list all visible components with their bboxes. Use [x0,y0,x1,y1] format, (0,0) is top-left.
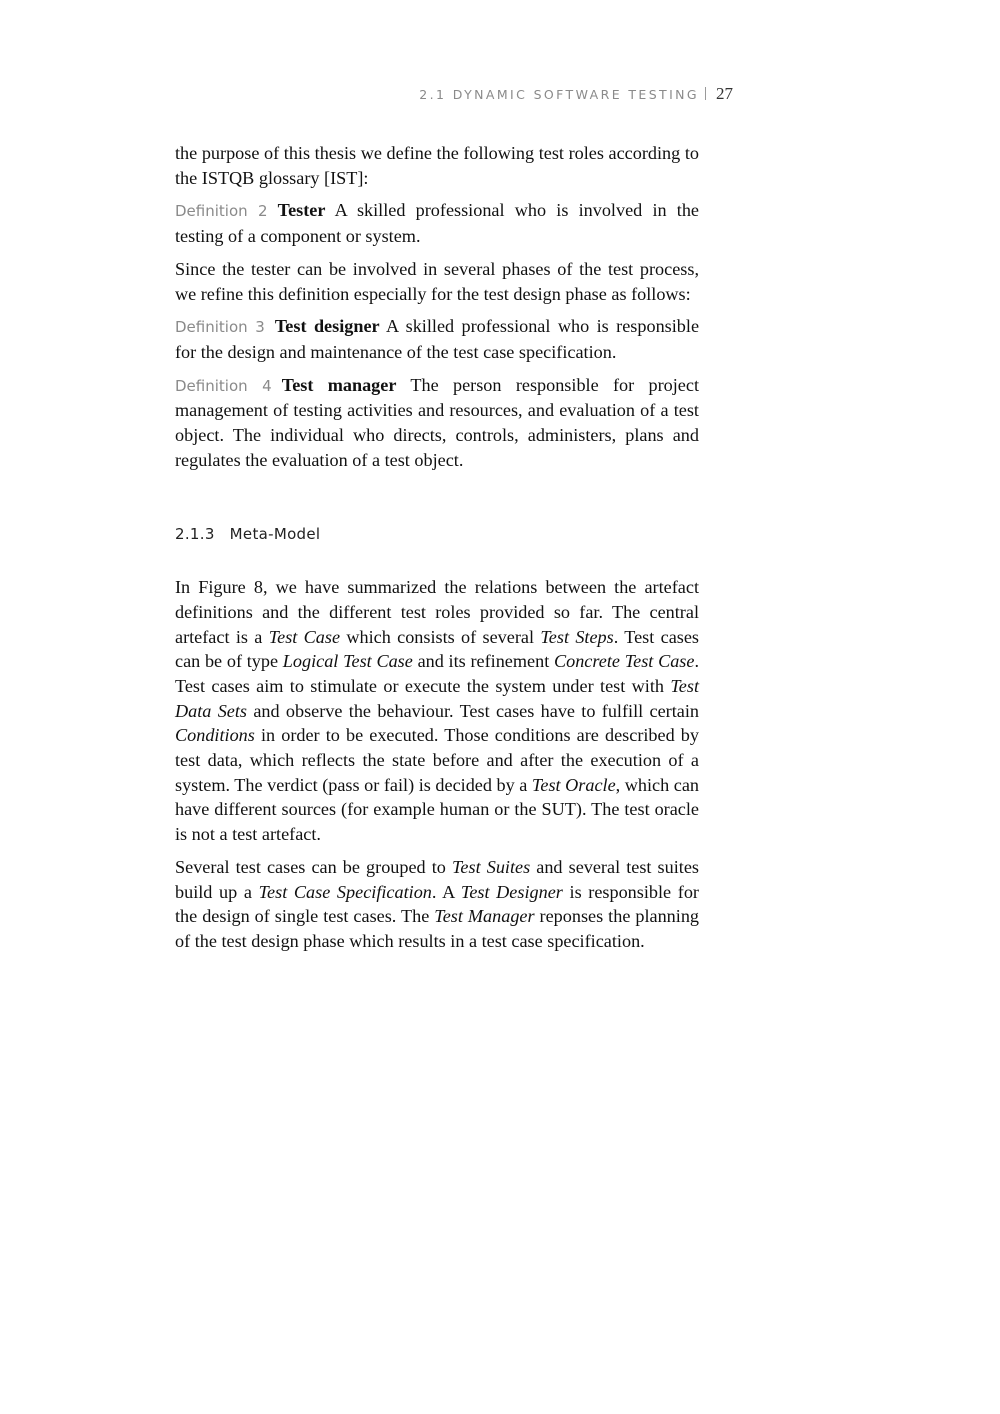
paragraph-refine [175,257,699,306]
term-test-designer: Test Designer [460,881,563,902]
paragraph-meta-model [175,575,699,847]
running-head-section: 2.1 DYNAMIC SOFTWARE TESTING [419,87,699,102]
text-span: Since the tester can be involved in several phases of the test process, we refine this definition especially for the test design phase as follows: [175,258,699,304]
text-span: and several test suites build up a [175,856,699,902]
text-span: is responsible for the design of single test cases. The [175,881,699,927]
term-test-case-specification: Test Case Specification [258,881,432,902]
definition-4 [175,373,699,473]
section-number: 2.1.3 [175,525,215,544]
text-span: Several test cases can be grouped to [175,856,452,877]
definition-term: Test manager [281,374,397,395]
running-head-separator [705,87,706,100]
text-span: . Test cases aim to stimulate or execute the system under test with [175,651,700,696]
text-span: reponses the planning of the test design phase which results in a test case specification. [175,906,700,951]
page-number: 27 [716,84,733,103]
text-span: , which can have different sources (for example human or the SUT). The test oracle is not a test artefact. [175,774,700,845]
definition-2 [175,198,699,248]
term-conditions: Conditions [175,725,255,746]
paragraph-test-suites [175,855,699,954]
definition-text: A skilled professional who is responsible for the design and maintenance of the test case specification. [175,316,700,362]
definition-text: A skilled professional who is involved in the testing of a component or system. [175,200,700,247]
body-text [175,141,699,954]
section-heading [175,522,699,547]
term-test-oracle: Test Oracle [531,774,616,795]
term-test-steps: Test Steps [540,626,614,647]
text-span: the purpose of this thesis we define the following test roles according to the ISTQB glossary [IST]: [175,143,699,188]
paragraph-intro [175,141,699,190]
term-test-suites: Test Suites [451,856,531,877]
definition-label: Definition 4 [175,376,272,395]
term-test-manager: Test Manager [434,906,535,927]
definition-label: Definition 3 [175,318,265,337]
definition-label: Definition 2 [175,202,268,221]
section-title: Meta-Model [229,525,321,544]
text-span: which consists of several [340,626,541,647]
term-test-data-sets: Test Data Sets [175,675,699,721]
text-span: . Test cases can be of type [175,626,700,672]
text-span: and observe the behaviour. Test cases have to fulfill certain [247,700,699,721]
text-span: . A [431,881,461,902]
term-concrete-test-case: Concrete Test Case [553,651,695,672]
definition-term: Tester [277,200,326,221]
text-span: In Figure 8, we have summarized the relations between the artefact definitions and the different test roles provided so far. The central artefact is a [175,577,699,647]
term-logical-test-case: Logical Test Case [282,651,413,672]
definition-term: Test designer [274,316,380,337]
text-span: and its refinement [412,651,554,672]
running-head [419,84,733,104]
term-test-case: Test Case [268,626,341,647]
definition-text: The person responsible for project management of testing activities and resources, and evaluation of a test object. The individual who directs, controls, administers, plans and regulates the evaluation of a test object. [175,374,700,470]
definition-3 [175,314,699,364]
text-span: in order to be executed. Those conditions are described by test data, which reflects the state before and after the execution of a system. The verdict (pass or fail) is decided by a [175,725,699,795]
